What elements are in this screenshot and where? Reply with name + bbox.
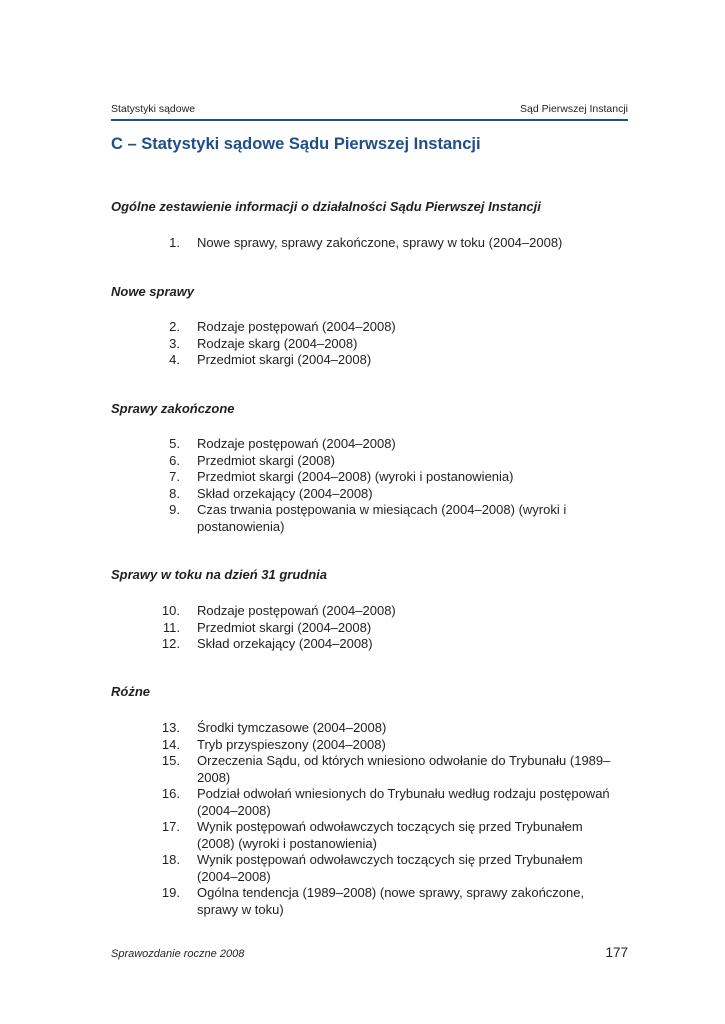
list-item xyxy=(111,319,622,336)
list-item-number: 5. xyxy=(169,436,180,451)
list-general xyxy=(111,235,622,252)
running-header xyxy=(111,103,628,119)
list-item-text: Skład orzekający (2004–2008) xyxy=(197,636,373,651)
list-item-number: 17. xyxy=(161,819,180,834)
list-item xyxy=(111,620,622,637)
list-item-number: 9. xyxy=(169,502,180,517)
list-item-number: 19. xyxy=(161,885,180,900)
list-item-text: Wynik postępowań odwoławczych toczących się przed Trybunałem (2008) (wyroki i postanowienia) xyxy=(197,819,583,851)
section-heading-miscellaneous: Różne xyxy=(111,684,150,699)
list-item-text: Rodzaje postępowań (2004–2008) xyxy=(197,603,396,618)
section-heading-pending-cases: Sprawy w toku na dzień 31 grudnia xyxy=(111,567,327,582)
list-item-number: 8. xyxy=(169,485,180,501)
list-item-number: 13. xyxy=(161,720,180,735)
list-item xyxy=(111,636,622,653)
list-item-text: Przedmiot skargi (2004–2008) (wyroki i postanowienia) xyxy=(197,469,514,484)
list-item-text: Przedmiot skargi (2004–2008) xyxy=(197,619,372,635)
list-item-text: Przedmiot skargi (2008) xyxy=(197,452,335,468)
list-item-text: Rodzaje postępowań (2004–2008) xyxy=(197,436,396,451)
header-divider xyxy=(111,119,628,121)
list-item xyxy=(111,502,622,535)
list-item xyxy=(111,436,622,453)
header-court-name: Sąd Pierwszej Instancji xyxy=(520,103,628,115)
list-item-number: 16. xyxy=(161,786,180,801)
section-heading-new-cases: Nowe sprawy xyxy=(111,284,195,299)
list-item-text: Nowe sprawy, sprawy zakończone, sprawy w toku (2004–2008) xyxy=(197,235,563,250)
list-item xyxy=(111,336,622,353)
list-item xyxy=(111,352,622,369)
page-title: C – Statystyki sądowe Sądu Pierwszej Instancji xyxy=(111,135,481,153)
list-item-text: Ogólna tendencja (1989–2008) (nowe sprawy, sprawy zakończone, sprawy w toku) xyxy=(197,885,585,917)
list-item xyxy=(111,885,622,918)
section-heading-completed-cases: Sprawy zakończone xyxy=(111,401,235,416)
list-item xyxy=(111,819,622,852)
list-item-text: Środki tymczasowe (2004–2008) xyxy=(197,720,387,735)
list-item xyxy=(111,453,622,470)
list-item xyxy=(111,486,622,503)
list-item-text: Tryb przyspieszony (2004–2008) xyxy=(197,736,386,752)
list-item-text: Rodzaje skarg (2004–2008) xyxy=(197,335,358,351)
list-item-number: 7. xyxy=(169,469,180,484)
list-item xyxy=(111,753,622,786)
list-item-number: 10. xyxy=(161,603,180,618)
list-item-text: Rodzaje postępowań (2004–2008) xyxy=(197,319,396,334)
page-number: 177 xyxy=(605,945,628,960)
list-completed-cases xyxy=(111,436,622,535)
list-item-text: Skład orzekający (2004–2008) xyxy=(197,485,373,501)
list-item xyxy=(111,737,622,754)
list-item-number: 3. xyxy=(169,335,180,351)
list-item-text: Czas trwania postępowania w miesiącach (2004–2008) (wyroki i postanowienia) xyxy=(197,502,567,534)
list-item-number: 4. xyxy=(169,352,180,367)
list-item-text: Wynik postępowań odwoławczych toczących się przed Trybunałem (2004–2008) xyxy=(197,852,583,884)
list-item xyxy=(111,786,622,819)
list-item xyxy=(111,235,622,252)
header-section-name: Statystyki sądowe xyxy=(111,103,196,115)
list-new-cases xyxy=(111,319,622,369)
list-item-text: Przedmiot skargi (2004–2008) xyxy=(197,352,372,367)
list-pending-cases xyxy=(111,603,622,653)
list-item-text: Podział odwołań wniesionych do Trybunału według rodzaju postępowań (2004–2008) xyxy=(197,786,610,818)
document-page xyxy=(111,0,628,1024)
list-item-number: 18. xyxy=(161,852,180,867)
list-item-number: 2. xyxy=(169,319,180,334)
list-item-number: 6. xyxy=(169,452,180,468)
section-heading-general: Ogólne zestawienie informacji o działalności Sądu Pierwszej Instancji xyxy=(111,199,541,214)
list-item xyxy=(111,720,622,737)
list-item xyxy=(111,603,622,620)
list-item-text: Orzeczenia Sądu, od których wniesiono odwołanie do Trybunału (1989–2008) xyxy=(197,753,611,785)
list-item-number: 11. xyxy=(162,619,180,635)
list-item-number: 1. xyxy=(169,235,180,250)
list-item-number: 12. xyxy=(161,636,180,651)
footer-report-title: Sprawozdanie roczne 2008 xyxy=(111,948,245,960)
list-item-number: 14. xyxy=(161,736,180,752)
list-item xyxy=(111,852,622,885)
list-miscellaneous xyxy=(111,720,622,918)
list-item-number: 15. xyxy=(161,753,180,768)
list-item xyxy=(111,469,622,486)
